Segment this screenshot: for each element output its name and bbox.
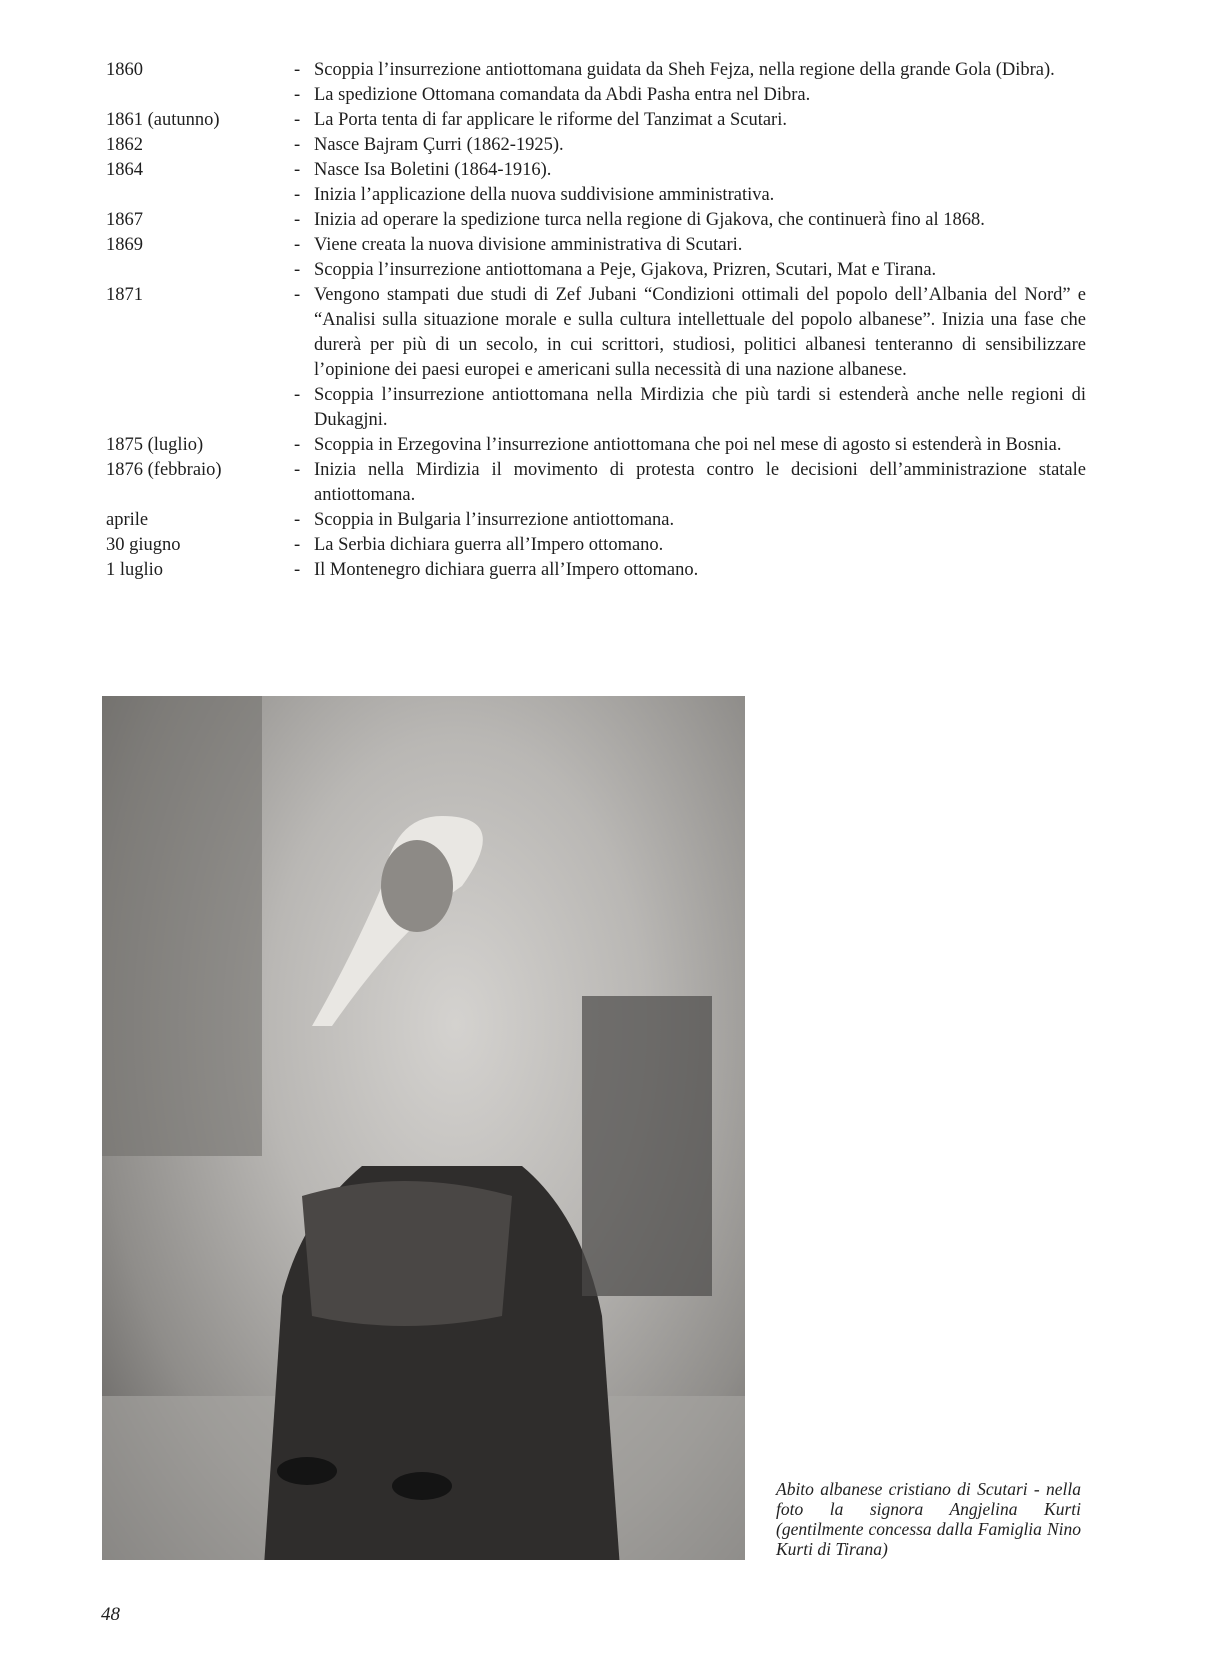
chronology-list xyxy=(106,58,1086,583)
event-item xyxy=(294,283,1086,383)
face xyxy=(381,840,453,932)
entry-events xyxy=(294,508,1086,533)
event-item xyxy=(294,233,1086,258)
chronology-entry xyxy=(106,508,1086,533)
event-dash: - xyxy=(294,85,301,105)
event-text: Scoppia l’insurrezione antiottomana nella Mirdizia che più tardi si estenderà anche nelle regioni di Dukagjni. xyxy=(314,385,1086,430)
event-dash: - xyxy=(294,460,301,480)
event-text: Scoppia in Bulgaria l’insurrezione antiottomana. xyxy=(314,510,675,530)
entry-date: 1864 xyxy=(106,160,143,180)
entry-date: 1869 xyxy=(106,235,143,255)
event-item xyxy=(294,508,1086,533)
event-text: La Serbia dichiara guerra all’Impero ottomano. xyxy=(314,535,664,555)
event-dash: - xyxy=(294,535,301,555)
event-dash: - xyxy=(294,160,301,180)
entry-date: 1871 xyxy=(106,285,143,305)
event-item xyxy=(294,108,1086,133)
event-item xyxy=(294,158,1086,183)
event-dash: - xyxy=(294,135,301,155)
chronology-entry xyxy=(106,208,1086,233)
event-text: Scoppia l’insurrezione antiottomana guidata da Sheh Fejza, nella regione della grande Gola (Dibra). xyxy=(314,60,1055,80)
event-dash: - xyxy=(294,560,301,580)
event-dash: - xyxy=(294,260,301,280)
event-item xyxy=(294,533,1086,558)
entry-date: aprile xyxy=(106,510,149,530)
event-text: Il Montenegro dichiara guerra all’Impero ottomano. xyxy=(314,560,699,580)
chronology-entry xyxy=(106,108,1086,133)
entry-date: 1860 xyxy=(106,60,143,80)
entry-events xyxy=(294,233,1086,283)
event-dash: - xyxy=(294,385,301,405)
event-dash: - xyxy=(294,60,301,80)
entry-events xyxy=(294,58,1086,108)
entry-events xyxy=(294,558,1086,583)
event-item xyxy=(294,58,1086,83)
entry-date: 1 luglio xyxy=(106,560,164,580)
event-dash: - xyxy=(294,285,301,305)
entry-events xyxy=(294,108,1086,133)
chronology-entry xyxy=(106,133,1086,158)
entry-date: 1862 xyxy=(106,135,143,155)
chronology-entry xyxy=(106,458,1086,508)
event-text: Inizia nella Mirdizia il movimento di protesta contro le decisioni dell’amministrazione statale antiottomana. xyxy=(314,460,1086,505)
event-dash: - xyxy=(294,510,301,530)
event-text: Vengono stampati due studi di Zef Jubani “Condizioni ottimali del popolo dell’Albania del Nord” e “Analisi sulla situazione morale e sulla cultura intellettuale del popolo albanese”. Inizia una fase che durerà per più di un secolo, in cui scrittori, studiosi, politici albanesi tenteranno di sensibilizzare l’opinione dei paesi europei e americani sulla necessità di una nazione albanese. xyxy=(314,285,1086,380)
painted-backdrop-foliage xyxy=(102,696,262,1156)
event-item xyxy=(294,558,1086,583)
page-number: 48 xyxy=(101,1604,120,1625)
event-item xyxy=(294,133,1086,158)
portrait-photo xyxy=(102,696,745,1560)
entry-events xyxy=(294,283,1086,433)
chronology-entry xyxy=(106,58,1086,108)
entry-events xyxy=(294,433,1086,458)
event-item xyxy=(294,258,1086,283)
event-item xyxy=(294,208,1086,233)
left-shoe xyxy=(277,1457,337,1485)
event-dash: - xyxy=(294,110,301,130)
event-text: La Porta tenta di far applicare le riforme del Tanzimat a Scutari. xyxy=(314,110,787,130)
embroidered-apron xyxy=(302,1181,512,1326)
event-text: Nasce Isa Boletini (1864-1916). xyxy=(314,160,552,180)
entry-events xyxy=(294,208,1086,233)
chronology-entry xyxy=(106,433,1086,458)
entry-date: 1861 (autunno) xyxy=(106,110,220,130)
chronology-entry xyxy=(106,533,1086,558)
entry-date: 1875 (luglio) xyxy=(106,435,204,455)
event-dash: - xyxy=(294,235,301,255)
entry-events xyxy=(294,133,1086,158)
event-text: Viene creata la nuova divisione amministrativa di Scutari. xyxy=(314,235,743,255)
entry-events xyxy=(294,533,1086,558)
right-shoe xyxy=(392,1472,452,1500)
event-text: Scoppia l’insurrezione antiottomana a Peje, Gjakova, Prizren, Scutari, Mat e Tirana. xyxy=(314,260,937,280)
event-dash: - xyxy=(294,185,301,205)
event-text: Scoppia in Erzegovina l’insurrezione antiottomana che poi nel mese di agosto si estenderà in Bosnia. xyxy=(314,435,1062,455)
event-dash: - xyxy=(294,435,301,455)
entry-date: 30 giugno xyxy=(106,535,181,555)
event-item xyxy=(294,433,1086,458)
photo-caption: Abito albanese cristiano di Scutari - nella foto la signora Angjelina Kurti (gentilmente concessa dalla Famiglia Nino Kurti di Tirana) xyxy=(776,1479,1081,1559)
event-dash: - xyxy=(294,210,301,230)
entry-events xyxy=(294,458,1086,508)
event-item xyxy=(294,383,1086,433)
chronology-entry xyxy=(106,283,1086,433)
event-text: La spedizione Ottomana comandata da Abdi Pasha entra nel Dibra. xyxy=(314,85,811,105)
event-text: Inizia l’applicazione della nuova suddivisione amministrativa. xyxy=(314,185,775,205)
chair-back xyxy=(582,996,712,1296)
event-item xyxy=(294,83,1086,108)
portrait-illustration xyxy=(102,696,745,1560)
entry-events xyxy=(294,158,1086,208)
event-item xyxy=(294,458,1086,508)
chronology-entry xyxy=(106,233,1086,283)
entry-date: 1867 xyxy=(106,210,143,230)
event-text: Nasce Bajram Çurri (1862-1925). xyxy=(314,135,564,155)
entry-date: 1876 (febbraio) xyxy=(106,460,222,480)
event-text: Inizia ad operare la spedizione turca nella regione di Gjakova, che continuerà fino al 1868. xyxy=(314,210,985,230)
chronology-entry xyxy=(106,158,1086,208)
event-item xyxy=(294,183,1086,208)
chronology-entry xyxy=(106,558,1086,583)
